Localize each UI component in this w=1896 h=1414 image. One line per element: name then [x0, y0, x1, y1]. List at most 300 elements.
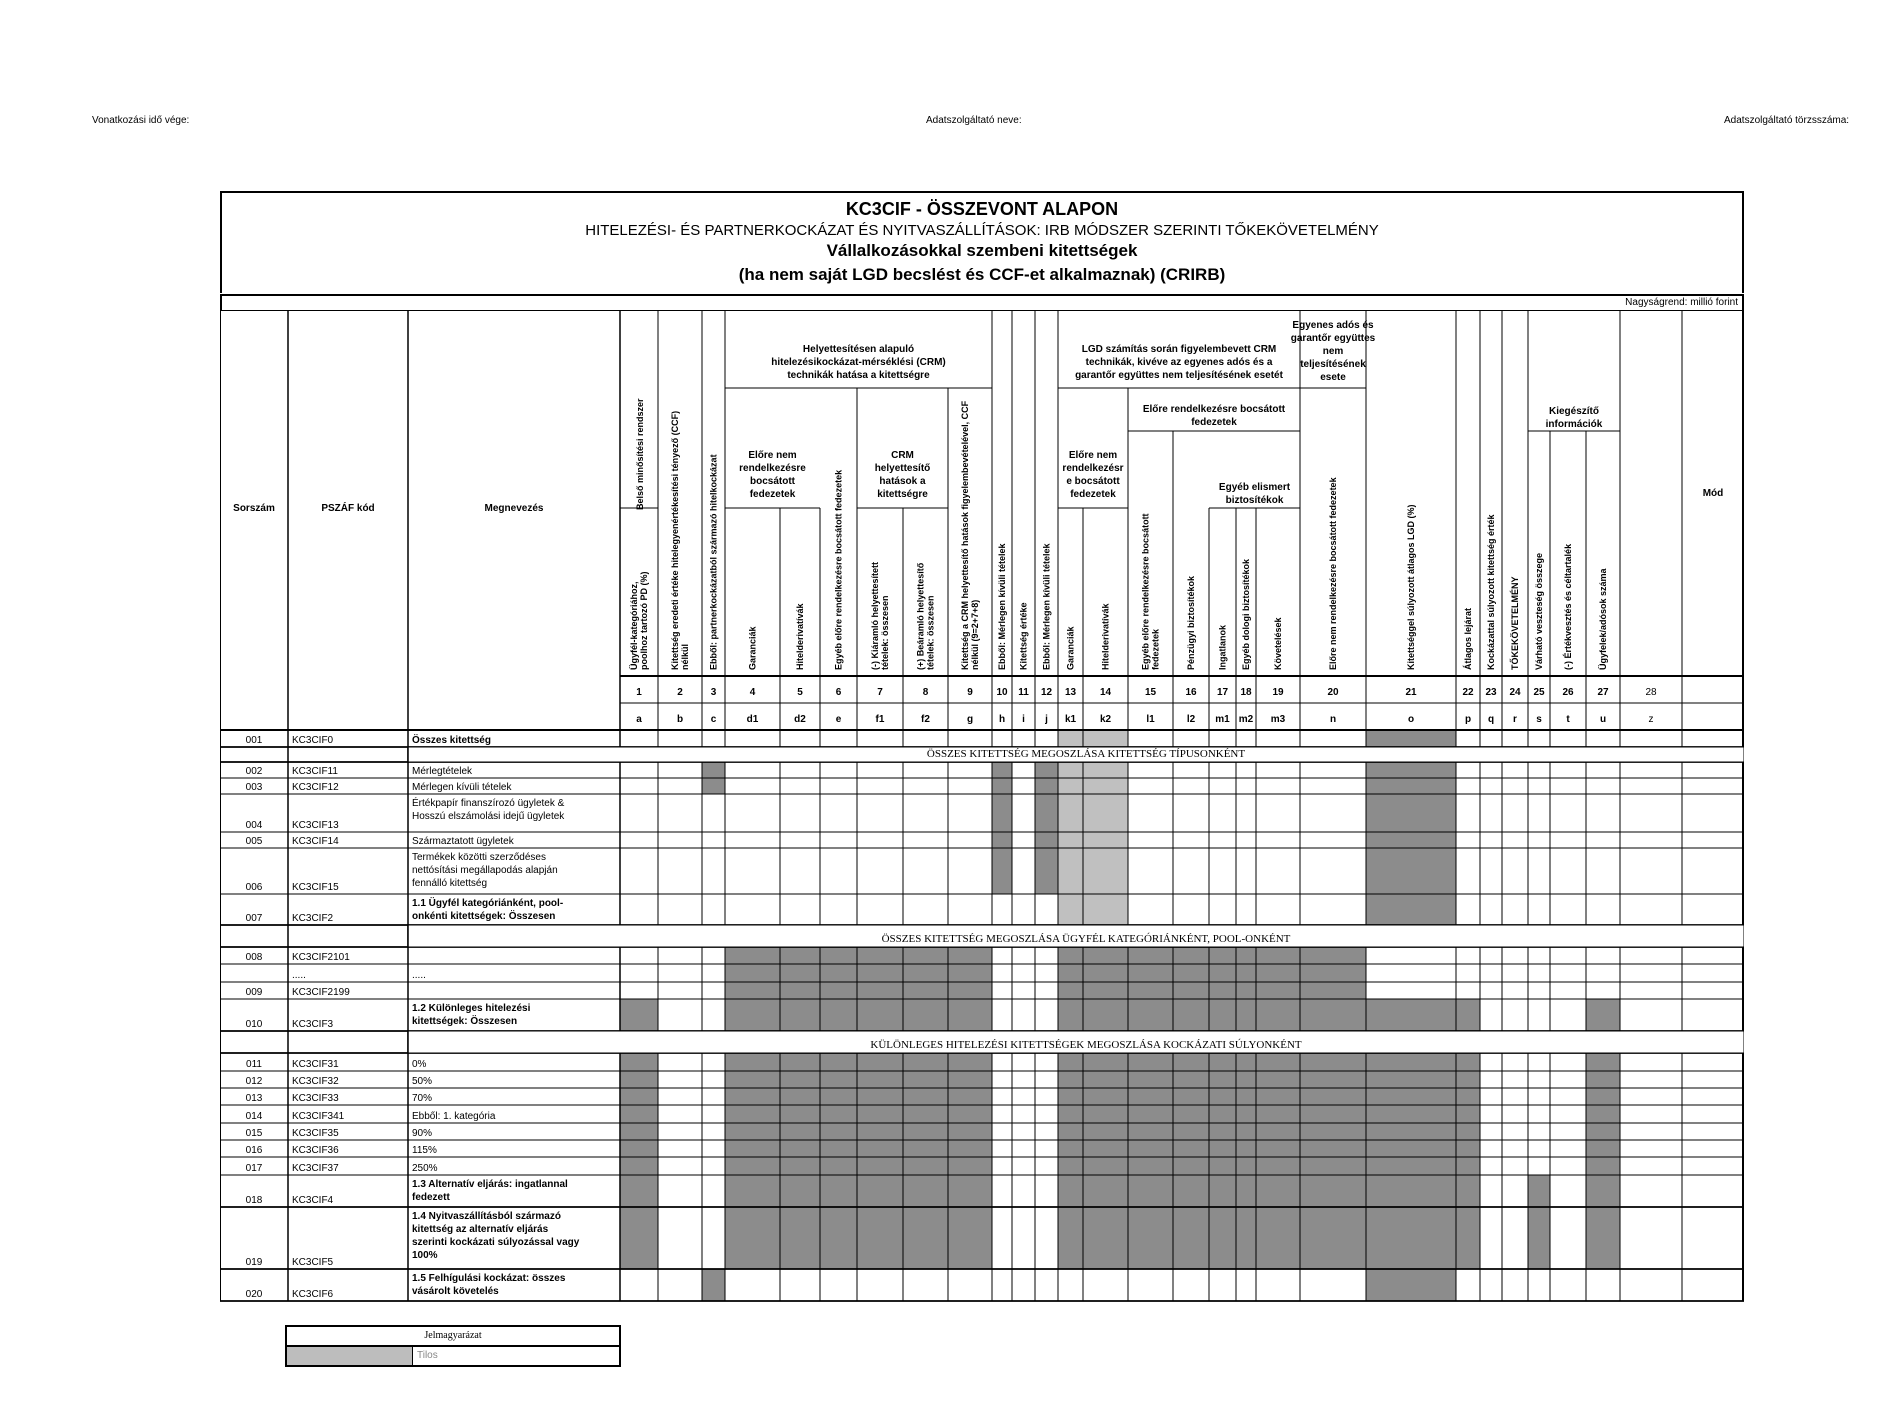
restricted-cell-light: [1083, 848, 1128, 894]
restricted-cell: [780, 1071, 820, 1088]
row-name: kitettségek: Összesen: [412, 1016, 518, 1027]
restricted-cell: [780, 1207, 820, 1269]
column-code: b: [676, 714, 684, 725]
restricted-cell: [1256, 1157, 1300, 1175]
restricted-cell: [992, 848, 1012, 894]
restricted-cell: [1366, 1140, 1456, 1157]
column-header-f1: tételek: összesen: [880, 595, 890, 670]
row-name: fennálló kitettség: [412, 878, 488, 889]
column-number: 28: [1645, 687, 1657, 698]
restricted-cell: [857, 1071, 903, 1088]
column-number: 11: [1018, 687, 1029, 698]
restricted-cell: [1366, 848, 1456, 894]
row-name: Mérlegen kívüli tételek: [412, 782, 512, 793]
column-header-m3: Követelések: [1273, 617, 1283, 670]
restricted-cell: [702, 1269, 725, 1301]
restricted-cell: [1256, 1207, 1300, 1269]
restricted-cell: [1256, 999, 1300, 1031]
restricted-cell: [1209, 982, 1236, 999]
restricted-cell: [1173, 1140, 1209, 1157]
row-name: 70%: [412, 1093, 433, 1104]
restricted-cell: [1300, 1123, 1366, 1140]
column-header-d2: Hitelderivatívák: [795, 603, 805, 670]
row-pszaf-code: KC3CIF6: [292, 1289, 334, 1300]
row-name: nettósítási megállapodás alapján: [412, 865, 558, 876]
restricted-cell: [1456, 1105, 1480, 1123]
restricted-cell: [1366, 1157, 1456, 1175]
column-code: f1: [875, 714, 885, 725]
restricted-cell: [1128, 1053, 1173, 1071]
row-name: szerinti kockázati súlyozással vagy: [412, 1237, 580, 1248]
row-name: 1.5 Felhígulási kockázat: összes: [412, 1273, 566, 1284]
row-number: 018: [245, 1195, 263, 1206]
restricted-cell: [1209, 1207, 1236, 1269]
restricted-cell: [992, 794, 1012, 832]
restricted-cell-light: [1058, 832, 1083, 848]
row-name: Összes kitettség: [412, 735, 491, 746]
row-name: .....: [412, 970, 426, 981]
restricted-cell-light: [1083, 894, 1128, 925]
restricted-cell: [1128, 1123, 1173, 1140]
row-number: 008: [245, 952, 263, 963]
restricted-cell: [1128, 1207, 1173, 1269]
restricted-cell: [1586, 1053, 1620, 1071]
restricted-cell: [1300, 1053, 1366, 1071]
row-name: fedezett: [412, 1192, 450, 1203]
restricted-cell: [1256, 1123, 1300, 1140]
restricted-cell: [1128, 1071, 1173, 1088]
group-header-crm-effects: CRM: [891, 450, 914, 461]
restricted-cell: [948, 1105, 992, 1123]
row-number: 020: [245, 1289, 263, 1300]
restricted-cell: [1173, 982, 1209, 999]
restricted-cell: [1586, 1175, 1620, 1207]
form-title-block: [220, 191, 1744, 293]
column-number: 10: [996, 687, 1008, 698]
restricted-cell: [725, 1123, 780, 1140]
restricted-cell: [1586, 1123, 1620, 1140]
restricted-cell: [820, 1157, 857, 1175]
header-megnevezes: Megnevezés: [484, 503, 544, 514]
restricted-cell: [725, 1088, 780, 1105]
restricted-cell-light: [1083, 832, 1128, 848]
column-code: l2: [1186, 714, 1196, 725]
row-pszaf-code: KC3CIF0: [292, 735, 334, 746]
restricted-cell: [1528, 1207, 1550, 1269]
column-code: g: [966, 714, 974, 725]
row-number: 017: [245, 1163, 263, 1174]
group-header-crm-effects: helyettesítő: [874, 463, 931, 474]
restricted-cell: [1058, 1071, 1083, 1088]
group-header-funded: Előre rendelkezésre bocsátott: [1142, 404, 1286, 415]
column-header-s: Várható veszteség összege: [1534, 552, 1544, 670]
column-header-g: Kitettség a CRM helyettesítő hatások figyelembevételével, CCF: [960, 400, 970, 670]
column-header-e: Egyéb előre rendelkezésre bocsátott fedezetek: [833, 469, 844, 670]
column-code: i: [1022, 714, 1025, 725]
column-code: r: [1513, 714, 1517, 725]
column-header-l1: fedezetek: [1150, 628, 1161, 670]
restricted-cell: [1058, 1088, 1083, 1105]
column-header-b: nélkül: [680, 643, 690, 670]
restricted-cell: [948, 1088, 992, 1105]
group-header-supplementary: információk: [1545, 419, 1603, 430]
column-header-m2: Egyéb dologi biztosítékok: [1241, 558, 1251, 670]
row-pszaf-code: KC3CIF14: [292, 836, 339, 847]
restricted-cell: [1456, 1140, 1480, 1157]
restricted-cell: [1083, 1105, 1128, 1123]
group-header-lgd-unfunded: e bocsátott: [1066, 476, 1120, 487]
restricted-cell: [620, 1105, 658, 1123]
restricted-cell: [1173, 1207, 1209, 1269]
form-title: KC3CIF - ÖSSZEVONT ALAPON: [845, 199, 1119, 219]
restricted-cell: [1366, 1175, 1456, 1207]
column-code: m2: [1238, 714, 1254, 725]
column-number: 8: [922, 687, 929, 698]
restricted-cell: [1256, 982, 1300, 999]
restricted-cell: [857, 1088, 903, 1105]
restricted-cell: [1300, 1105, 1366, 1123]
restricted-cell: [1209, 1071, 1236, 1088]
row-number: 009: [245, 987, 263, 998]
column-number: 21: [1405, 687, 1417, 698]
restricted-cell: [1300, 999, 1366, 1031]
restricted-cell: [1058, 1157, 1083, 1175]
restricted-cell: [1586, 1157, 1620, 1175]
restricted-cell: [1586, 999, 1620, 1031]
restricted-cell: [820, 947, 857, 964]
column-code: u: [1599, 714, 1607, 725]
restricted-cell: [620, 1140, 658, 1157]
column-number: 7: [877, 687, 883, 698]
restricted-cell: [820, 964, 857, 982]
provider-label: Adatszolgáltató neve:: [926, 115, 1022, 126]
report-table-grid: [220, 310, 1744, 1305]
restricted-cell: [1035, 794, 1058, 832]
column-number: 25: [1533, 687, 1545, 698]
group-header-crm-substitution: Helyettesítésen alapuló: [802, 344, 915, 355]
restricted-cell-light: [1083, 730, 1128, 747]
restricted-cell: [1256, 1053, 1300, 1071]
column-header-m1: Ingatlanok: [1217, 624, 1228, 670]
column-header-f2: tételek: összesen: [925, 595, 936, 670]
restricted-cell: [1256, 1105, 1300, 1123]
restricted-cell: [1173, 1088, 1209, 1105]
row-number: 003: [245, 782, 263, 793]
restricted-cell: [702, 762, 725, 778]
restricted-cell: [1173, 1157, 1209, 1175]
row-pszaf-code: KC3CIF341: [292, 1111, 345, 1122]
row-pszaf-code: KC3CIF32: [292, 1076, 339, 1087]
restricted-cell: [780, 1053, 820, 1071]
restricted-cell: [780, 1088, 820, 1105]
restricted-cell: [903, 964, 948, 982]
restricted-cell: [903, 1053, 948, 1071]
column-number: 18: [1240, 687, 1252, 698]
restricted-cell: [948, 964, 992, 982]
group-header-internal-rating: Belső minősítési rendszer: [635, 398, 645, 510]
group-header-double-default: Egyenes adós és: [1292, 320, 1374, 331]
column-header-g: nélkül (9=2+7+8): [970, 599, 980, 670]
column-code: e: [835, 714, 842, 725]
row-name: 90%: [412, 1128, 433, 1139]
restricted-cell: [1128, 982, 1173, 999]
header-mod: Mód: [1702, 488, 1724, 499]
row-name: 1.2 Különleges hitelezési: [412, 1003, 531, 1014]
restricted-cell: [1058, 1123, 1083, 1140]
group-header-double-default: nem: [1322, 346, 1344, 357]
restricted-cell: [820, 982, 857, 999]
column-code: m3: [1270, 714, 1286, 725]
restricted-cell-light: [1058, 762, 1083, 778]
restricted-cell: [702, 778, 725, 794]
restricted-cell: [1300, 1071, 1366, 1088]
form-subtitle: HITELEZÉSI- ÉS PARTNERKOCKÁZAT ÉS NYITVASZÁLLÍTÁSOK: IRB MÓDSZER SZERINTI TŐKEKÖVETELMÉNY: [585, 222, 1379, 239]
row-number: 014: [245, 1111, 263, 1122]
restricted-cell: [780, 999, 820, 1031]
group-header-lgd-crm: LGD számítás során figyelembevett CRM: [1081, 344, 1277, 355]
period-label: Vonatkozási idő vége:: [92, 115, 190, 126]
group-header-supplementary: Kiegészítő: [1548, 406, 1600, 417]
restricted-cell: [780, 947, 820, 964]
restricted-cell: [1209, 1053, 1236, 1071]
restricted-cell: [780, 1140, 820, 1157]
column-number: 27: [1597, 687, 1609, 698]
restricted-cell: [1586, 1088, 1620, 1105]
group-header-other-collateral: biztosítékok: [1225, 495, 1284, 506]
column-header-p: Átlagos lejárat: [1463, 607, 1473, 670]
column-code: n: [1329, 714, 1337, 725]
row-name: kitettség az alternatív eljárás: [412, 1224, 549, 1235]
restricted-cell: [1366, 1053, 1456, 1071]
row-pszaf-code: KC3CIF11: [292, 766, 338, 777]
restricted-cell: [1128, 999, 1173, 1031]
column-code: m1: [1215, 714, 1230, 725]
column-header-b: Kitettség eredeti értéke hitelegyenértékesítési tényező (CCF): [670, 410, 680, 670]
restricted-cell: [1586, 1140, 1620, 1157]
column-header-n: Előre nem rendelkezésre bocsátott fedezetek: [1328, 477, 1338, 670]
column-header-u: Ügyfelek/adósok száma: [1598, 568, 1608, 670]
restricted-cell: [820, 1088, 857, 1105]
restricted-cell: [820, 1140, 857, 1157]
restricted-cell: [725, 1105, 780, 1123]
restricted-cell: [820, 1175, 857, 1207]
group-header-crm-effects: kitettségre: [877, 489, 928, 500]
column-code: d2: [794, 714, 806, 725]
restricted-cell: [1058, 1207, 1083, 1269]
legend-swatch: [287, 1347, 413, 1365]
restricted-cell: [620, 1053, 658, 1071]
restricted-cell: [903, 1123, 948, 1140]
column-number: 3: [710, 687, 717, 698]
restricted-cell: [857, 1207, 903, 1269]
restricted-cell: [857, 1053, 903, 1071]
restricted-cell: [1456, 1175, 1480, 1207]
restricted-cell: [992, 778, 1012, 794]
column-code: d1: [746, 714, 759, 725]
restricted-cell: [1083, 999, 1128, 1031]
restricted-cell: [1236, 1071, 1256, 1088]
restricted-cell: [725, 1207, 780, 1269]
restricted-cell: [1528, 1175, 1550, 1207]
restricted-cell: [820, 1123, 857, 1140]
restricted-cell: [857, 999, 903, 1031]
column-code: p: [1464, 714, 1472, 725]
restricted-cell: [1083, 1071, 1128, 1088]
row-pszaf-code: KC3CIF33: [292, 1093, 339, 1104]
restricted-cell: [1173, 1123, 1209, 1140]
row-name: 115%: [412, 1145, 437, 1156]
form-scope: Vállalkozásokkal szembeni kitettségek: [826, 241, 1138, 260]
row-number: 004: [245, 820, 263, 831]
column-code: z: [1648, 714, 1654, 725]
row-name: 1.4 Nyitvaszállításból származó: [412, 1211, 561, 1222]
restricted-cell: [1456, 1123, 1480, 1140]
restricted-cell: [1083, 1157, 1128, 1175]
restricted-cell: [1256, 1088, 1300, 1105]
restricted-cell: [903, 947, 948, 964]
restricted-cell: [780, 1123, 820, 1140]
restricted-cell: [820, 1053, 857, 1071]
restricted-cell: [1209, 1157, 1236, 1175]
restricted-cell-light: [1058, 730, 1083, 747]
row-pszaf-code: KC3CIF12: [292, 782, 339, 793]
restricted-cell: [857, 1175, 903, 1207]
header-pszaf-kod: PSZÁF kód: [321, 503, 375, 514]
column-number: 24: [1509, 687, 1521, 698]
group-header-lgd-unfunded: fedezetek: [1070, 489, 1116, 500]
form-condition: (ha nem saját LGD becslést és CCF-et alkalmaznak) (CRIRB): [738, 265, 1226, 284]
restricted-cell: [1058, 982, 1083, 999]
restricted-cell: [1256, 947, 1300, 964]
restricted-cell: [992, 832, 1012, 848]
restricted-cell: [857, 1140, 903, 1157]
restricted-cell: [903, 982, 948, 999]
column-number: 19: [1272, 687, 1284, 698]
section-title: ÖSSZES KITETTSÉG MEGOSZLÁSA KITETTSÉG TÍPUSONKÉNT: [926, 748, 1246, 760]
restricted-cell-light: [1058, 778, 1083, 794]
restricted-cell: [1058, 1140, 1083, 1157]
restricted-cell: [1366, 730, 1456, 747]
restricted-cell: [1236, 1140, 1256, 1157]
restricted-cell-light: [1058, 894, 1083, 925]
row-number: 016: [245, 1145, 263, 1156]
row-name: vásárolt követelés: [412, 1286, 499, 1297]
restricted-cell: [620, 1071, 658, 1088]
restricted-cell: [1236, 1123, 1256, 1140]
restricted-cell: [1083, 1140, 1128, 1157]
restricted-cell: [1128, 1175, 1173, 1207]
column-header-k1: Garanciák: [1065, 626, 1076, 670]
restricted-cell: [1366, 1105, 1456, 1123]
restricted-cell: [725, 1140, 780, 1157]
column-header-a: poolhoz tartozó PD (%): [639, 571, 649, 670]
column-number: 17: [1216, 687, 1229, 698]
restricted-cell: [1083, 982, 1128, 999]
restricted-cell: [1256, 1140, 1300, 1157]
restricted-cell: [1300, 1207, 1366, 1269]
restricted-cell: [1236, 964, 1256, 982]
restricted-cell: [857, 982, 903, 999]
column-code: j: [1045, 714, 1048, 725]
column-code: l1: [1146, 714, 1155, 725]
column-number: 4: [749, 687, 756, 698]
row-pszaf-code: KC3CIF37: [292, 1163, 339, 1174]
restricted-cell: [948, 1123, 992, 1140]
restricted-cell: [1236, 999, 1256, 1031]
group-header-other-collateral: Egyéb elismert: [1218, 482, 1291, 493]
column-code: k1: [1064, 714, 1077, 725]
row-name: Termékek közötti szerződéses: [412, 852, 546, 863]
column-number: 9: [967, 687, 973, 698]
restricted-cell: [948, 999, 992, 1031]
row-pszaf-code: KC3CIF15: [292, 882, 339, 893]
row-name: Értékpapír finanszírozó ügyletek &: [412, 798, 565, 809]
restricted-cell: [857, 964, 903, 982]
restricted-cell: [1586, 1071, 1620, 1088]
registry-label: Adatszolgáltató törzsszáma:: [1724, 115, 1850, 126]
restricted-cell: [1236, 1053, 1256, 1071]
restricted-cell: [1058, 964, 1083, 982]
restricted-cell: [1083, 1175, 1128, 1207]
row-pszaf-code: KC3CIF2199: [292, 987, 350, 998]
row-pszaf-code: KC3CIF31: [292, 1059, 339, 1070]
restricted-cell: [1366, 894, 1456, 925]
restricted-cell: [1366, 1071, 1456, 1088]
restricted-cell: [820, 1105, 857, 1123]
row-name: 50%: [412, 1076, 433, 1087]
row-number: 010: [245, 1019, 263, 1030]
restricted-cell: [1035, 778, 1058, 794]
restricted-cell: [1366, 832, 1456, 848]
restricted-cell: [725, 1053, 780, 1071]
column-header-h: Ebből: Mérlegen kívüli tételek: [997, 543, 1007, 670]
row-name: Származtatott ügyletek: [412, 836, 514, 847]
column-header-t: (-) Értékvesztés és céltartalék: [1563, 543, 1573, 670]
restricted-cell: [857, 947, 903, 964]
restricted-cell: [948, 1053, 992, 1071]
restricted-cell: [903, 1140, 948, 1157]
column-code: s: [1536, 714, 1542, 725]
restricted-cell: [1083, 1123, 1128, 1140]
restricted-cell: [1366, 1123, 1456, 1140]
group-header-unfunded: Előre nem: [748, 450, 797, 461]
restricted-cell: [1586, 1207, 1620, 1269]
restricted-cell: [903, 1207, 948, 1269]
group-header-unfunded: fedezetek: [749, 489, 796, 500]
restricted-cell: [1173, 1071, 1209, 1088]
row-name: Hosszú elszámolási idejű ügyletek: [412, 811, 565, 822]
restricted-cell: [1083, 1053, 1128, 1071]
restricted-cell: [903, 1175, 948, 1207]
restricted-cell: [1209, 1140, 1236, 1157]
group-header-lgd-unfunded: Előre nem: [1068, 450, 1118, 461]
restricted-cell: [1173, 1105, 1209, 1123]
column-header-f1: (-) Kiáramló helyettesített: [870, 561, 880, 670]
restricted-cell: [1209, 1175, 1236, 1207]
report-table: [220, 310, 1744, 1305]
row-number: 011: [246, 1059, 262, 1070]
restricted-cell: [948, 1175, 992, 1207]
unit-label: Nagyságrend: millió forint: [220, 294, 1744, 310]
group-header-unfunded: rendelkezésre: [739, 463, 806, 474]
section-title: ÖSSZES KITETTSÉG MEGOSZLÁSA ÜGYFÉL KATEGÓRIÁNKÉNT, POOL-ONKÉNT: [881, 933, 1291, 945]
restricted-cell: [1128, 1140, 1173, 1157]
restricted-cell: [1058, 1175, 1083, 1207]
restricted-cell: [1035, 762, 1058, 778]
restricted-cell: [1209, 1088, 1236, 1105]
column-number: 26: [1562, 687, 1574, 698]
row-pszaf-code: KC3CIF36: [292, 1145, 339, 1156]
